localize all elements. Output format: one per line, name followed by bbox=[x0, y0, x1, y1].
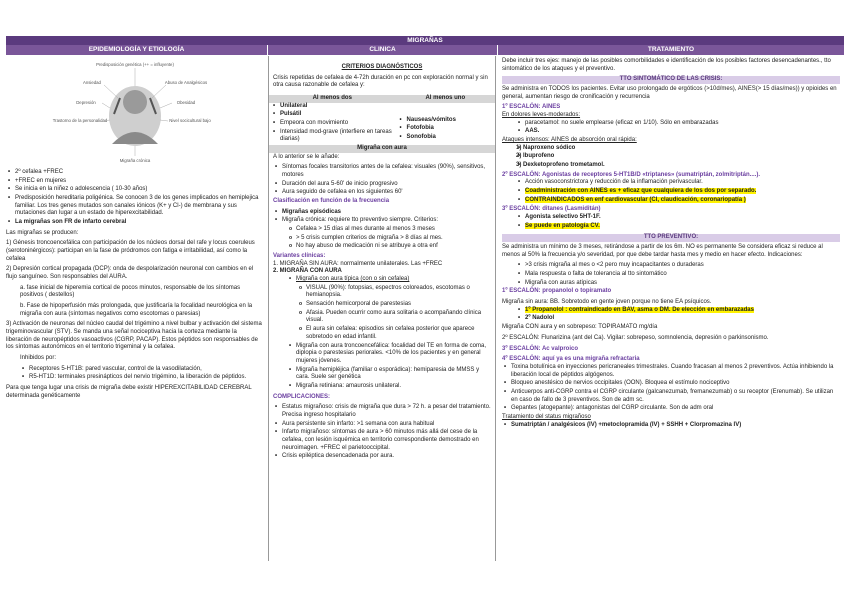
list-item: • La migrañas son FR de infarto cerebral bbox=[6, 219, 264, 227]
list-item: • Anticuerpos anti-CGRP contra el CGRP circulante (galcanezumab, fremanezumab) o su receptor (Erenumab). Se utilizan en caso de fallo de 3 preventivos. Son de adm sc. bbox=[502, 389, 840, 404]
preventivo-text: Se administra un mínimo de 3 meses, retirándose a partir de los 6m. NO es permanente Se considera eficaz si reduce al menos al 50% la frecuencia y/o severidad, por que debe tardar hasta mes y medio en hacer efecto. Indicaciones: bbox=[502, 244, 823, 258]
list-item: • 1) Naproxeno sódico bbox=[516, 145, 840, 153]
list-item: • Nauseas/vómitos bbox=[398, 117, 493, 125]
complications-list bbox=[273, 404, 491, 461]
list-item: • 2º cefalea +FREC bbox=[6, 169, 264, 177]
list-item: • Empeora con movimiento bbox=[271, 120, 394, 128]
list-item: • Migraña con aura troncoencefálica: focalidad del TE en forma de coma, diplopia o parestesias periorales. <10% de los pacientes y en general mujeres jóvenes. bbox=[287, 343, 491, 366]
list-item: • Migraña hemipléjica (familiar o esporádica): hemiparesia de MMSS y cara. Suele ser genética bbox=[287, 367, 491, 382]
list-item: • +FREC en mujeres bbox=[6, 178, 264, 186]
list-item: • R5-HT1D: terminales presinápticos del nervio trigémino, la liberación de péptidos. bbox=[20, 374, 264, 382]
escalon-1-sub: En dolores leves-moderados: bbox=[502, 112, 581, 119]
variant-2: 2. MIGRAÑA CON AURA bbox=[273, 268, 342, 275]
escalon-1-title: 1º ESCALÓN: AINES bbox=[502, 104, 561, 111]
prev-escalon-1-a: Migraña sin aura: BB. Sobretodo en gente joven porque no tiene EA psíquicos. bbox=[502, 299, 712, 306]
status-title: Tratamiento del status migrañoso bbox=[502, 413, 591, 420]
highlight: 1º Propanolol : contraindicado en BAV, asma o DM. De elección en embarazadas bbox=[525, 306, 754, 313]
list-item: • Síntomas focales transitorios antes de la cefalea: visuales (90%), sensitivos, motores bbox=[273, 164, 491, 179]
status-list bbox=[502, 422, 840, 430]
list-item: • paracetamol: no suele emplearse (eficaz en 1/10). Sólo en embarazadas bbox=[516, 120, 840, 128]
list-item: o No hay abuso de medicación ni se atribuye a otra enf bbox=[287, 243, 491, 251]
list-item: • 3) Dexketoprofeno trometamol. bbox=[516, 162, 840, 170]
mechanism-2: 2) Depresión cortical propagada (DCP): onda de despolarización neuronal con cambios en el flujo sanguíneo. Son responsables del AURA. bbox=[6, 266, 254, 281]
sintomatico-text: Se administra en TODOS los pacientes. Evitar uso prolongado de ergóticos (>10d/mes), AINES(> 15 días/mes)) y opioides en general, aumentan riesgo de cronificación y recurrencia bbox=[502, 86, 837, 100]
list-item: • Migraña retiniana: amaurosis unilateral. bbox=[287, 383, 491, 391]
criteria-head-right: Al menos uno bbox=[396, 95, 495, 103]
figure-label-personality: Trastorno de la personalidad bbox=[52, 118, 108, 123]
list-item: • Se inicia en la niñez o adolescencia ( 10-30 años) bbox=[6, 186, 264, 194]
list-item: • Fotofobia bbox=[398, 125, 493, 133]
list-item: • Mala respuesta o falta de tolerancia al tto sintomático bbox=[516, 271, 840, 279]
list-item: • Acción vasoconstrictora y reducción de la inflamación perivascular. bbox=[516, 179, 840, 187]
escalon-3-title: 3º ESCALÓN: ditanes (Lasmiditán) bbox=[502, 206, 601, 213]
criteria-right-list bbox=[398, 117, 493, 142]
list-item: • Estatus migrañoso: crisis de migraña que dura > 72 h. a pesar del tratamiento. Precisa ingreso hospitalario bbox=[273, 404, 491, 419]
list-item: • Predisposición hereditaria poligénica. Se conocen 3 de los genes implicados en hemiplejica familiar. Los tres genes mutados son canales iónicos (K+ y Cl-) de membrana y sus mutaciones dan lugar a un estado de hiperexcitabilidad. bbox=[6, 195, 264, 218]
list-item: • >3 crisis migraña al mes o <2 pero muy incapacitantes o duraderas bbox=[516, 262, 840, 270]
list-item: o El aura sin cefalea: episodios sin cefalea posterior que aparece sobretodo en edad infantil. bbox=[297, 326, 491, 341]
aura-intro: A lo anterior se le añade: bbox=[273, 153, 340, 160]
aura-head: Migraña con aura bbox=[269, 145, 495, 153]
prev-escalon-4-list bbox=[502, 364, 840, 413]
list-item: • Gepantes (atogepante): antagonistas del CGRP circulante. Son de adm oral bbox=[502, 405, 840, 413]
list-item: • Duración del aura 5-60' de inicio progresivo bbox=[273, 181, 491, 189]
figure-label-analgesic-abuse: Abuso de Analgésicos bbox=[164, 80, 208, 85]
tratamiento-column bbox=[498, 56, 844, 561]
list-item: • Crisis epiléptica desencadenada por aura. bbox=[273, 453, 491, 461]
prev-escalon-4: 4º ESCALÓN: aquí ya es una migraña refractaria bbox=[502, 356, 640, 363]
epi-bullets bbox=[6, 169, 264, 227]
list-item: • Infarto migrañoso: síntomas de aura > 60 minutos más allá del cese de la cefalea, con lesión isquémica en territorio correspondiente demostrado en neuroimagen. +FREC el parietooccipital. bbox=[273, 429, 491, 452]
list-item: o VISUAL (90%): fotopsias, espectros coloreados, escotomas o hemianopsia. bbox=[297, 285, 491, 300]
escalon-1-intense: Ataques intensos: AINES de absorción oral rápida: bbox=[502, 137, 637, 144]
list-item: • Pulsátil bbox=[271, 111, 394, 119]
list-item: • Agonista selectivo 5HT-1F. bbox=[516, 214, 840, 222]
list-item: o > 5 crisis cumplen criterios de migraña > 8 días al mes. bbox=[287, 235, 491, 243]
prev-escalon-1-list bbox=[502, 307, 840, 323]
figure-label-anxiety: Ansiedad bbox=[83, 80, 101, 85]
list-item: • Migraña con aura típica (con o sin cefalea) bbox=[287, 276, 491, 284]
list-item: • Sonofobia bbox=[398, 134, 493, 142]
list-item: • Aura persistente sin infarto: >1 semana con aura habitual bbox=[273, 421, 491, 429]
list-item: • Migraña con auras atípicas bbox=[516, 280, 840, 288]
criteria-title: CRITERIOS DIAGNÓSTICOS bbox=[341, 64, 423, 70]
list-item: o Sensación hemicorporal de parestesias bbox=[297, 301, 491, 309]
mechanism-3: 3) Activación de neuronas del núcleo caudal del trigémino a nivel bulbar y activación del sistema trigeminovascular (STV). Se manda una señal nociceptiva hacia la corteza mediante la liberación de neuropéptidos vasoactivos (CGRP, PACAP). Estos péptidos son responsables de los síntomas autonómicos en el territorio trigeminal y la cefalea. bbox=[6, 321, 262, 351]
criteria-head-left: Al menos dos bbox=[269, 95, 396, 103]
figure-label-depression: Depresión bbox=[76, 100, 96, 105]
inhibitors-title: Inhibidos por: bbox=[20, 355, 57, 362]
figure-label-genetics: Predisposición genética (++ = influyente) bbox=[96, 62, 174, 67]
escalon-3-list bbox=[502, 214, 840, 230]
mechanism-2a: a. fase inicial de hiperemia cortical de pocos minutos, responsable de los síntomas positivos ( destellos) bbox=[20, 284, 241, 299]
list-item: • Receptores 5-HT1B: pared vascular, control de la vasodilatación, bbox=[20, 366, 264, 374]
clinica-column bbox=[268, 56, 496, 561]
list-item: o Afasia. Pueden ocurrir como aura solitaria o acompañando clínica visual. bbox=[297, 310, 491, 325]
variant-1: 1. MIGRAÑA SIN AURA: normalmente unilaterales. Las +FREC bbox=[273, 260, 443, 267]
column-header-tratamiento: TRATAMIENTO bbox=[498, 45, 844, 55]
escalon-2-list bbox=[502, 179, 840, 204]
aura-list bbox=[273, 164, 491, 197]
list-item: • 2º Nadolol bbox=[516, 315, 840, 323]
mechanism-2b: b. Fase de hipoperfusión más prolongada, que justificaría la focalidad neurológica en la migraña con aura (síntomas negativos como escotomas o paresias) bbox=[20, 303, 253, 317]
list-item bbox=[516, 307, 840, 315]
criteria-table bbox=[269, 95, 495, 153]
variant-2-sub bbox=[273, 285, 491, 342]
risk-factor-figure bbox=[6, 58, 264, 166]
classification-sub bbox=[273, 226, 491, 251]
tto-intro: Debe incluir tres ejes: manejo de las posibles comorbilidades e identificación de los posibles factores desencadenantes., tto sintomático de los ataques y el preventivo. bbox=[502, 58, 831, 72]
preventivo-list bbox=[502, 262, 840, 287]
epidemiology-column bbox=[6, 56, 264, 561]
criteria-left-list bbox=[271, 103, 394, 144]
criteria-text: Crisis repetidas de cefalea de 4-72h duración en pc con exploración normal y sin otra causa razonable de cefalea y: bbox=[273, 74, 488, 89]
highlight: Se puede en patología CV. bbox=[525, 222, 600, 229]
list-item: • Migraña crónica: requiere tto preventivo siempre. Criterios: bbox=[273, 217, 491, 225]
list-item: • Unilateral bbox=[271, 103, 394, 111]
sintomatico-header: TTO SINTOMÁTICO DE LAS CRISIS: bbox=[502, 76, 840, 84]
complications-title: COMPLICACIONES: bbox=[273, 393, 330, 400]
figure-label-socio: Nivel socicultural bajo bbox=[169, 118, 211, 123]
list-item: • AAS. bbox=[516, 128, 840, 136]
list-item: • Sumatriptán / analgésicos (IV) +metoclopramida (IV) + SSHH + Clorpromazina IV) bbox=[502, 422, 840, 430]
list-item: • 2) Ibuprofeno bbox=[516, 153, 840, 161]
column-headers bbox=[6, 45, 844, 55]
variant-2-list bbox=[273, 276, 491, 284]
variants-title: Variantes clínicas: bbox=[273, 253, 326, 260]
prev-escalon-3: 3º ESCALÓN: Ac valproico bbox=[502, 345, 578, 352]
final-note: Para que tenga lugar una crisis de migraña debe existir HIPEREXCITABILIDAD CEREBRAL determinada genéticamente bbox=[6, 385, 252, 399]
list-item bbox=[516, 197, 840, 205]
figure-label-obesity: Obesidad bbox=[176, 100, 196, 105]
escalon-1-numbered bbox=[502, 145, 840, 170]
list-item: • Aura seguido de cefalea en los siguientes 60' bbox=[273, 189, 491, 197]
list-item bbox=[516, 188, 840, 196]
prev-escalon-1-b: Migraña CON aura y en sobrepeso: TOPIRAMATO mg/día bbox=[502, 324, 658, 331]
page bbox=[6, 36, 844, 561]
list-item: • Toxina botulínica en inyecciones pericraneales trimestrales. Cuando fracasan al menos 2 preventivos. Actúa inhibiendo la liberación local de péptidos algógenos. bbox=[502, 364, 840, 379]
mechanism-1: 1) Génesis troncoencefálica con participación de los núcleos dorsal del rafe y locus coeruleus (serotoninérgicos): participan en la fase de pródromos con fatiga e irritabilidad, así como la cefalea bbox=[6, 240, 255, 262]
preventivo-header: TTO PREVENTIVO: bbox=[502, 234, 840, 242]
list-item bbox=[516, 223, 840, 231]
escalon-1-list bbox=[502, 120, 840, 136]
list-item: o Cefalea > 15 días al mes durante al menos 3 meses bbox=[287, 226, 491, 234]
inhibitors-list bbox=[6, 366, 264, 382]
list-item: • Migrañas episódicas bbox=[273, 209, 491, 217]
escalon-2-title: 2º ESCALÓN: Agonistas de receptores 5-HT1B/D «triptanes» (sumatriptán, zolmitriptán....). bbox=[502, 171, 761, 178]
highlight: Coadministración con AINES es + eficaz que cualquiera de los dos por separado. bbox=[525, 188, 757, 195]
classification-title: Clasificación en función de la frecuencia bbox=[273, 198, 390, 205]
list-item: • Intensidad mod-grave (interfiere en tareas diarias) bbox=[271, 129, 394, 144]
page-title: MIGRAÑAS bbox=[6, 36, 844, 45]
figure-label-chronic: Migraña crónica bbox=[119, 158, 151, 163]
classification-list bbox=[273, 209, 491, 225]
mechanism-intro: Las migrañas se producen: bbox=[6, 229, 79, 236]
prev-escalon-2: 2º ESCALÓN: Flunarizina (ant del Ca). Vigilar: sobrepeso, somnolencia, depresión o parkinsonismo. bbox=[502, 334, 769, 341]
column-header-epidemiology: EPIDEMIOLOGÍA Y ETIOLOGÍA bbox=[6, 45, 268, 55]
highlight: CONTRAINDICADOS en enf cardiovascular (CI, claudicación, coronariopatía ) bbox=[525, 196, 746, 203]
list-item: • Bloqueo anestésico de nervios occipitales (OON). Bloquea el estímulo nociceptivo bbox=[502, 380, 840, 388]
prev-escalon-1: 1º ESCALÓN: propanolol o topiramato bbox=[502, 288, 612, 295]
variant-2-more bbox=[273, 343, 491, 391]
column-header-clinica: CLINICA bbox=[268, 45, 498, 55]
